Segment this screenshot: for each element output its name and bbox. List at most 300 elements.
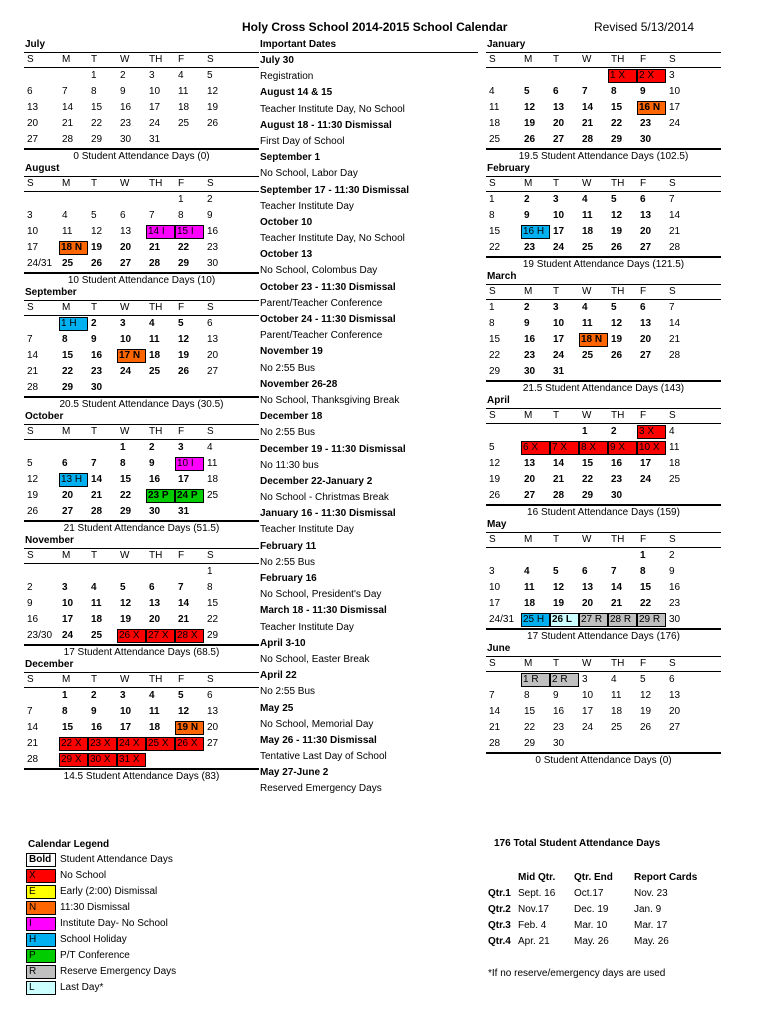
month-name: November <box>25 535 74 546</box>
day-cell <box>204 116 234 132</box>
day-number: 2 <box>207 194 213 205</box>
day-cell <box>24 704 59 720</box>
day-cell <box>579 208 608 224</box>
day-cell <box>521 424 550 440</box>
day-cell <box>204 688 234 704</box>
day-number: 17 <box>553 226 565 237</box>
day-cell <box>24 348 59 364</box>
day-number: 1 <box>62 690 68 701</box>
day-number: 11 <box>62 226 73 237</box>
day-cell <box>88 364 117 380</box>
day-number: 9 <box>553 690 559 701</box>
day-number: 26 <box>207 118 219 129</box>
weekday-label: F <box>640 658 647 669</box>
day-number: 28 X <box>177 630 198 641</box>
weekday-label: S <box>489 286 496 297</box>
legend-swatch: H <box>26 933 56 947</box>
day-cell <box>666 68 696 84</box>
weekday-label: W <box>120 674 130 685</box>
day-number: 5 <box>524 86 530 97</box>
weekday-label: F <box>178 54 185 65</box>
day-number: 18 <box>207 474 219 485</box>
month-name: April <box>487 395 510 406</box>
day-number: 22 <box>611 118 623 129</box>
day-number: 25 X <box>148 738 169 749</box>
week-row <box>24 736 259 752</box>
day-cell <box>117 564 146 580</box>
day-cell <box>24 564 59 580</box>
day-number: 31 X <box>119 754 140 765</box>
day-number: 29 <box>611 134 623 145</box>
important-date-row: February 16 <box>260 573 317 584</box>
page-title: Holy Cross School 2014-2015 School Calendar <box>242 20 508 34</box>
important-date-row: October 24 - 11:30 Dismissal <box>260 314 396 325</box>
day-number: 19 N <box>177 722 199 733</box>
day-cell <box>175 224 204 240</box>
weekday-label: T <box>91 54 98 65</box>
day-cell <box>608 100 637 116</box>
day-number: 28 <box>489 738 501 749</box>
day-cell <box>117 720 146 736</box>
day-number: 13 <box>120 226 132 237</box>
day-cell <box>579 300 608 316</box>
day-cell <box>550 704 579 720</box>
day-cell <box>117 256 146 272</box>
day-cell <box>521 564 550 580</box>
day-number: 6 <box>120 210 126 221</box>
day-cell <box>666 688 696 704</box>
day-cell <box>146 332 175 348</box>
day-cell <box>146 596 175 612</box>
quarter-cell: Feb. 4 <box>518 920 547 931</box>
important-dates <box>260 38 478 798</box>
month-name: October <box>25 411 64 422</box>
day-number: 15 <box>120 474 132 485</box>
day-cell <box>666 548 696 564</box>
day-number: 9 <box>524 210 530 221</box>
day-number: 6 <box>640 302 646 313</box>
day-cell <box>486 580 521 596</box>
important-date-row: No 2:55 Bus <box>260 556 316 568</box>
day-cell <box>637 488 666 504</box>
day-cell <box>550 720 579 736</box>
day-cell <box>521 456 550 472</box>
day-cell <box>579 488 608 504</box>
day-number: 16 <box>149 474 161 485</box>
day-number: 27 <box>669 722 681 733</box>
day-cell <box>146 380 175 396</box>
weekday-header <box>486 532 721 548</box>
important-date-row: No 2:55 Bus <box>260 362 316 374</box>
day-number: 27 <box>27 134 39 145</box>
day-number: 16 <box>524 334 536 345</box>
day-cell <box>24 440 59 456</box>
day-cell <box>175 192 204 208</box>
day-number: 5 <box>611 194 617 205</box>
day-number: 12 <box>27 474 39 485</box>
day-cell <box>579 100 608 116</box>
weekday-label: S <box>27 54 34 65</box>
day-cell <box>579 116 608 132</box>
day-cell <box>486 440 521 456</box>
day-number: 27 <box>207 366 219 377</box>
day-cell <box>59 752 88 768</box>
day-number: 14 <box>178 598 190 609</box>
day-number: 30 <box>640 134 652 145</box>
day-number: 16 N <box>639 102 661 113</box>
day-cell <box>175 380 204 396</box>
week-row <box>486 488 721 504</box>
legend-item <box>26 964 176 980</box>
day-number: 19 <box>524 118 536 129</box>
day-cell <box>24 612 59 628</box>
day-cell <box>88 720 117 736</box>
day-number: 11 <box>611 690 622 701</box>
day-number: 11 <box>489 102 500 113</box>
weekday-label: TH <box>611 54 625 65</box>
day-number: 15 <box>524 706 536 717</box>
day-cell <box>666 84 696 100</box>
important-date-row: No 2:55 Bus <box>260 686 316 698</box>
day-number: 6 <box>27 86 33 97</box>
day-cell <box>550 548 579 564</box>
day-cell <box>608 316 637 332</box>
day-cell <box>24 132 59 148</box>
day-cell <box>637 192 666 208</box>
day-cell <box>146 68 175 84</box>
day-cell <box>204 132 234 148</box>
week-row <box>486 132 721 148</box>
weekday-header <box>24 176 259 192</box>
day-number: 3 <box>27 210 33 221</box>
day-cell <box>117 736 146 752</box>
week-row <box>24 612 259 628</box>
day-cell <box>59 688 88 704</box>
day-number: 5 <box>207 70 213 81</box>
day-number: 19 <box>489 474 501 485</box>
day-number: 30 <box>669 614 681 625</box>
day-cell <box>608 116 637 132</box>
day-number: 1 <box>582 426 588 437</box>
month-name: August <box>25 163 60 174</box>
day-number: 8 <box>489 318 495 329</box>
day-number: 23 <box>524 242 536 253</box>
day-cell <box>59 628 88 644</box>
day-number: 3 <box>553 194 559 205</box>
day-number: 29 <box>524 738 536 749</box>
day-cell <box>88 564 117 580</box>
day-cell <box>637 736 666 752</box>
day-cell <box>608 348 637 364</box>
day-number: 2 <box>91 318 97 329</box>
important-dates-heading: Important Dates <box>260 38 478 53</box>
day-cell <box>608 424 637 440</box>
day-cell <box>666 736 696 752</box>
day-cell <box>204 332 234 348</box>
day-number: 22 <box>178 242 190 253</box>
important-date-row: December 18 <box>260 411 323 423</box>
day-cell <box>88 132 117 148</box>
important-date-row: Tentative Last Day of School <box>260 751 387 763</box>
day-cell <box>117 488 146 504</box>
day-number: 6 <box>582 566 588 577</box>
day-cell <box>666 488 696 504</box>
legend-swatch: X <box>26 869 56 883</box>
day-number: 8 <box>62 334 68 345</box>
day-cell <box>59 456 88 472</box>
day-number: 8 <box>120 458 126 469</box>
important-date-row: December 22-January 2 <box>260 475 373 487</box>
day-cell <box>146 440 175 456</box>
day-number: 26 X <box>177 738 198 749</box>
day-cell <box>175 720 204 736</box>
day-cell <box>486 240 521 256</box>
important-date-row: Registration <box>260 71 314 83</box>
day-cell <box>486 68 521 84</box>
day-cell <box>117 456 146 472</box>
revised-date: Revised 5/13/2014 <box>594 20 695 34</box>
quarter-row <box>488 918 714 934</box>
day-number: 8 <box>91 86 97 97</box>
day-cell <box>637 84 666 100</box>
day-cell <box>59 364 88 380</box>
day-number: 2 <box>669 550 675 561</box>
month-name: January <box>487 39 526 50</box>
day-cell <box>59 240 88 256</box>
day-number: 28 <box>669 350 681 361</box>
day-number: 9 <box>669 566 675 577</box>
day-cell <box>146 628 175 644</box>
important-date-row: No School, Easter Break <box>260 653 370 665</box>
day-cell <box>637 580 666 596</box>
month-november <box>24 534 259 660</box>
day-cell <box>579 424 608 440</box>
day-cell <box>117 224 146 240</box>
weekday-label: T <box>553 286 560 297</box>
weekday-label: W <box>582 410 592 421</box>
day-number: 7 <box>91 458 97 469</box>
day-cell <box>204 564 234 580</box>
day-cell <box>550 84 579 100</box>
day-cell <box>637 316 666 332</box>
day-cell <box>117 100 146 116</box>
day-cell <box>521 364 550 380</box>
day-cell <box>608 688 637 704</box>
day-cell <box>146 84 175 100</box>
day-cell <box>521 688 550 704</box>
weekday-label: TH <box>611 534 625 545</box>
day-number: 16 H <box>523 226 545 237</box>
weekday-label: S <box>669 534 676 545</box>
day-cell <box>24 240 59 256</box>
day-number: 4 <box>207 442 213 453</box>
weekday-label: M <box>524 534 533 545</box>
day-cell <box>521 548 550 564</box>
day-cell <box>637 132 666 148</box>
day-number: 12 <box>640 690 652 701</box>
day-number: 14 <box>489 706 501 717</box>
day-number: 21 <box>27 738 39 749</box>
day-number: 23 <box>669 598 681 609</box>
week-row <box>486 548 721 564</box>
day-cell <box>486 596 521 612</box>
week-row <box>24 364 259 380</box>
important-date-row: October 23 - 11:30 Dismissal <box>260 281 396 293</box>
day-cell <box>24 68 59 84</box>
day-number: 21 <box>489 722 501 733</box>
day-number: 13 <box>640 318 652 329</box>
weekday-label: TH <box>149 302 163 313</box>
week-row <box>486 736 721 752</box>
day-number: 6 <box>62 458 68 469</box>
month-name: March <box>487 271 517 282</box>
weekday-label: M <box>524 658 533 669</box>
day-number: 23 <box>120 118 132 129</box>
day-cell <box>146 116 175 132</box>
day-cell <box>24 116 59 132</box>
weekday-label: M <box>524 178 533 189</box>
day-cell <box>59 348 88 364</box>
important-date-row: Teacher Institute Day, No School <box>260 233 405 245</box>
weekday-label: S <box>669 286 676 297</box>
day-number: 6 <box>149 582 155 593</box>
day-number: 1 <box>489 302 495 313</box>
day-number: 27 X <box>148 630 169 641</box>
weekday-label: T <box>91 550 98 561</box>
weekday-label: S <box>489 658 496 669</box>
day-cell <box>521 332 550 348</box>
day-number: 11 <box>178 86 189 97</box>
day-cell <box>550 488 579 504</box>
week-row <box>486 720 721 736</box>
weekday-label: S <box>669 54 676 65</box>
day-number: 17 <box>120 722 132 733</box>
day-cell <box>24 192 59 208</box>
day-cell <box>24 752 59 768</box>
day-number: 7 X <box>552 442 568 453</box>
day-cell <box>59 472 88 488</box>
day-number: 4 <box>149 318 155 329</box>
day-number: 18 <box>149 722 161 733</box>
day-cell <box>666 300 696 316</box>
day-number: 16 <box>91 722 103 733</box>
legend-label: Last Day* <box>60 982 104 993</box>
day-number: 17 N <box>119 350 141 361</box>
quarter-cell: Mar. 17 <box>634 920 668 931</box>
day-number: 31 <box>178 506 190 517</box>
day-cell <box>637 704 666 720</box>
day-number: 30 <box>120 134 132 145</box>
day-number: 8 <box>640 566 646 577</box>
week-row <box>486 672 721 688</box>
important-date-row: Parent/Teacher Conference <box>260 330 383 342</box>
quarter-cell: Qtr.1 <box>488 888 511 899</box>
weekday-label: F <box>178 674 185 685</box>
attendance-summary: 0 Student Attendance Days (0) <box>486 752 721 768</box>
day-number: 9 <box>149 458 155 469</box>
week-row <box>486 84 721 100</box>
day-number: 11 <box>149 706 160 717</box>
important-date-row: No School - Christmas Break <box>260 492 389 504</box>
day-number: 4 <box>91 582 97 593</box>
week-row <box>24 628 259 644</box>
day-number: 12 <box>524 102 536 113</box>
day-cell <box>608 580 637 596</box>
legend-label: 11:30 Dismissal <box>60 902 130 913</box>
day-cell <box>59 316 88 332</box>
day-cell <box>204 208 234 224</box>
month-january <box>486 38 721 164</box>
day-cell <box>486 116 521 132</box>
weekday-label: S <box>27 426 34 437</box>
day-cell <box>521 224 550 240</box>
weekday-label: W <box>582 286 592 297</box>
day-cell <box>175 240 204 256</box>
day-number: 6 <box>640 194 646 205</box>
day-number: 13 H <box>61 474 83 485</box>
day-cell <box>24 316 59 332</box>
weekday-label: S <box>207 302 214 313</box>
day-number: 30 <box>611 490 623 501</box>
day-number: 6 <box>553 86 559 97</box>
day-number: 18 N <box>581 334 603 345</box>
day-cell <box>204 224 234 240</box>
attendance-summary: 19 Student Attendance Days (121.5) <box>486 256 721 272</box>
day-cell <box>579 596 608 612</box>
day-cell <box>117 440 146 456</box>
day-cell <box>666 720 696 736</box>
day-number: 24 <box>149 118 161 129</box>
day-cell <box>550 68 579 84</box>
important-date-row: September 1 <box>260 152 321 164</box>
day-number: 19 <box>178 350 190 361</box>
weekday-label: TH <box>611 658 625 669</box>
day-cell <box>175 256 204 272</box>
day-cell <box>88 752 117 768</box>
day-cell <box>486 100 521 116</box>
day-number: 10 X <box>639 442 660 453</box>
day-cell <box>579 580 608 596</box>
weekday-label: T <box>91 178 98 189</box>
attendance-summary: 19.5 Student Attendance Days (102.5) <box>486 148 721 164</box>
day-number: 2 X <box>639 70 655 81</box>
day-number: 18 N <box>61 242 83 253</box>
day-number: 11 <box>582 210 593 221</box>
day-number: 14 <box>62 102 74 113</box>
weekday-label: S <box>489 178 496 189</box>
weekday-label: W <box>120 550 130 561</box>
day-cell <box>88 116 117 132</box>
important-date-row: August 18 - 11:30 Dismissal <box>260 119 392 131</box>
day-cell <box>117 192 146 208</box>
day-cell <box>88 84 117 100</box>
day-cell <box>486 424 521 440</box>
day-cell <box>637 720 666 736</box>
day-number: 24 <box>582 722 594 733</box>
weekday-label: M <box>62 54 71 65</box>
day-number: 4 <box>524 566 530 577</box>
day-cell <box>24 208 59 224</box>
day-cell <box>579 84 608 100</box>
day-cell <box>637 424 666 440</box>
legend-swatch: I <box>26 917 56 931</box>
weekday-label: T <box>91 426 98 437</box>
day-cell <box>666 208 696 224</box>
day-cell <box>88 316 117 332</box>
day-number: 27 <box>524 490 536 501</box>
day-number: 16 <box>27 614 39 625</box>
day-number: 5 <box>489 442 495 453</box>
